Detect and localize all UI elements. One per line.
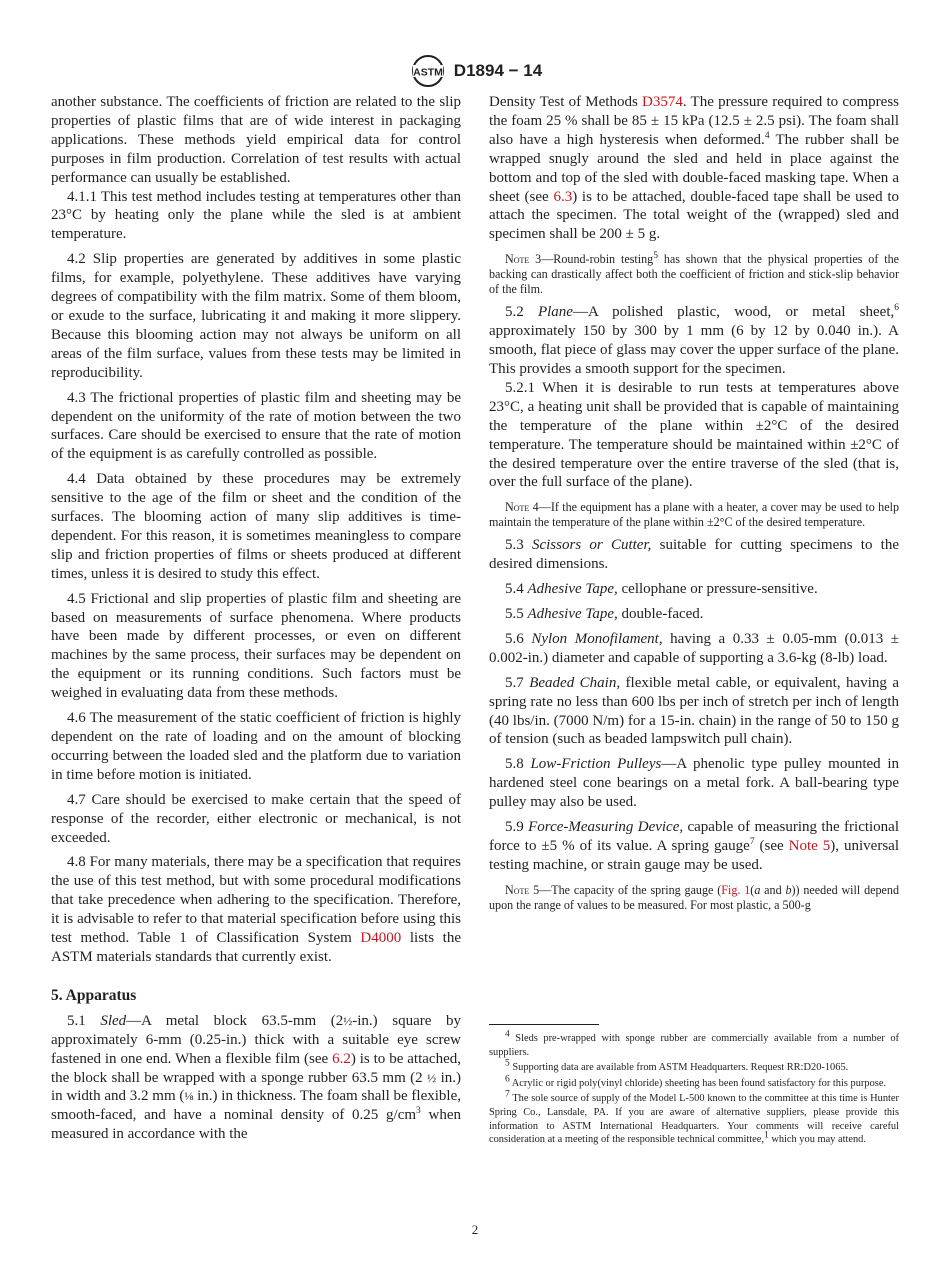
document-designation: D1894 − 14 — [453, 61, 543, 80]
link-d3574[interactable]: D3574 — [642, 94, 683, 110]
logo-text: ASTM — [412, 66, 443, 79]
page-header — [0, 54, 950, 88]
link-6-3[interactable]: 6.3 — [553, 188, 573, 205]
paragraph-4-4: 4.4 Data obtained by these procedures may be extremely sensitive to the age of the film or sheet and the condition of the surfaces. The blooming action of many slip additives is time-dependent. For this reason, it is sometimes meaningless to compare slip and friction properties of films or sheets produced at different times, unless it is desired to study this effect. — [51, 471, 461, 582]
link-fig-1[interactable]: Fig. 1 — [721, 882, 751, 897]
paragraph-4-7: 4.7 Care should be exercised to make certain that the speed of response of the recorder, either electronic or mechanical, is not exceeded. — [51, 791, 461, 846]
footnote-4: $^4$ Sleds pre-wrapped with sponge rubber are commercially available from a number of suppliers. — [489, 1029, 899, 1058]
footnotes — [489, 1029, 899, 1149]
footnote-7: $^7$ The sole source of supply of the Model L-500 known to the committee at this time is Hunter Spring Co., Lansdale, PA. If you are aware of alternative suppliers, please provide this information to ASTM International Headquarters. Your comments will receive careful consideration at a meeting of the responsible technical committee,$^1$ which you may attend. — [489, 1089, 899, 1146]
paragraph-5-1-continued: Density Test of Methods D3574. The pressure required to compress the foam 25 % shall be 85 ± 15 kPa (12.5 ± 2.5 psi). The foam shall also have a high hysteresis when deformed.$^4$ The rubber shall be wrapped snugly around the sled and held in place against the bottom and top of the sled with double-faced masking tape. When a sheet (see 6.3) is to be attached, double-faced tape shall be used to attach the specimen. The total weight of the (wrapped) sled and specimen shall be 200 ± 5 g. — [489, 94, 899, 243]
paragraph-5-2-1: 5.2.1 When it is desirable to run tests at temperatures above 23°C, a heating unit shall be provided that is capable of maintaining the temperature of the plane within ±2°C of the desired temperature. The temperature should be maintained within ±2°C of the desired temperature over the entire traverse of the sled (that is, over the full surface of the plane). — [489, 379, 899, 491]
footnote-5: $^5$ Supporting data are available from ASTM Headquarters. Request RR:D20-1065. — [505, 1058, 849, 1074]
paragraph-5-8: 5.8 Low-Friction Pulleys—A phenolic type pulley mounted in hardened steel cone bearings on a metal fork. A ball-bearing type pulley may also be used. — [489, 756, 900, 811]
paragraph-5-2: 5.2 Plane—A polished plastic, wood, or metal sheet,$^6$ approximately 150 by 300 by 1 mm (6 by 12 by 0.040 in.). A smooth, flat piece of glass may cover the upper surface of the plane. This provides a smooth support for the specimen. — [489, 303, 899, 377]
paragraph-5-4: 5.4 Adhesive Tape, cellophane or pressure-sensitive. — [505, 581, 818, 598]
note-3: Note 3—Round-robin testing$^5$ has shown that the physical properties of the backing can drastically affect both the coefficient of friction and stick-slip behavior of the film. — [489, 251, 899, 297]
right-column — [489, 93, 899, 919]
paragraph-5-3: 5.3 Scissors or Cutter, suitable for cutting specimens to the desired dimensions. — [489, 537, 900, 573]
link-note-5[interactable]: Note 5 — [788, 838, 831, 854]
left-column — [51, 93, 461, 1144]
paragraph-5-9: 5.9 Force-Measuring Device, capable of measuring the frictional force to ±5 % of its value. A spring gauge$^7$ (see Note 5), universal testing machine, or strain gauge may be used. — [489, 819, 900, 873]
note-4: Note 4—If the equipment has a plane with a heater, a cover may be used to help maintain the temperature of the plane within ±2°C of the desired temperature. — [489, 500, 900, 530]
paragraph-5-5: 5.5 Adhesive Tape, double-faced. — [505, 606, 704, 623]
paragraph-4-1-continued: another substance. The coefficients of friction are related to the slip properties of plastic films that are of wide interest in packaging applications. These methods yield empirical data for control purposes in film production. Correlation of test results with actual performance can usually be established. — [51, 94, 461, 186]
paragraph-4-6: 4.6 The measurement of the static coefficient of friction is highly dependent on the rate of loading and on the amount of blocking occurring between the loaded sled and the platform due to variation in time before motion is initiated. — [51, 710, 461, 783]
note-5: Note 5—The capacity of the spring gauge (Fig. 1(a and b)) needed will depend upon the range of values to be measured. For most plastic, a 500-g — [489, 882, 900, 912]
paragraph-5-6: 5.6 Nylon Monofilament, having a 0.33 ± 0.05-mm (0.013 ± 0.002-in.) diameter and capable of supporting a 3.6-kg (8-lb) load. — [489, 630, 899, 666]
paragraph-4-8: 4.8 For many materials, there may be a specification that requires the use of this test method, but with some procedural modifications that take precedence when adhering to the specification. Therefore, it is advisable to refer to that material specification before using this test method. Table 1 of Classification System D4000 lists the ASTM materials standards that currently exist. — [51, 854, 461, 965]
paragraph-4-5: 4.5 Frictional and slip properties of plastic film and sheeting are based on measurements of surface phenomena. Where products have been made by different processes, or even on different machines by the same process, their surfaces may be dependent on the equipment or its running conditions. Such factors must be weighed in evaluating data from these methods. — [51, 590, 461, 702]
link-d4000[interactable]: D4000 — [360, 930, 402, 947]
paragraph-4-1-1: 4.1.1 This test method includes testing at temperatures other than 23°C by heating only the plane while the sled is at ambient temperature. — [51, 188, 461, 243]
paragraph-5-7: 5.7 Beaded Chain, flexible metal cable, or equivalent, having a spring rate no less than 600 lbs per inch of stretch per inch of length (40 lbs/in. (7000 N/m) for a 15-in. chain) in the range of 50 to 150 g of tension (such as beaded lampswitch pull chain). — [489, 674, 899, 748]
page-number: 2 — [471, 1222, 479, 1237]
paragraph-4-2: 4.2 Slip properties are generated by additives in some plastic films, for example, polyethylene. These additives have varying degrees of compatibility with the film matrix. Some of them bloom, or exude to the surface, lubricating it and making it more slippery. Because this blooming action may not always be uniform on all areas of the film surface, values from these tests may be limited in reproducibility. — [51, 251, 461, 381]
footnote-6: $^6$ Acrylic or rigid poly(vinyl chloride) sheeting has been found satisfactory for this purpose. — [505, 1074, 887, 1089]
astm-logo-icon — [408, 54, 448, 88]
link-6-2[interactable]: 6.2 — [332, 1050, 351, 1067]
footnote-divider — [489, 1024, 599, 1025]
section-heading-apparatus: 5. Apparatus — [51, 986, 137, 1004]
paragraph-5-1: 5.1 Sled—A metal block 63.5-mm (2½-in.) square by approximately 6-mm (0.25-in.) thick with a suitable eye screw fastened in one end. When a flexible film (see 6.2) is to be attached, the block shall be wrapped with a sponge rubber 63.5 mm (2 ½ in.) in width and 3.2 mm (⅛ in.) in thickness. The foam shall be flexible, smooth-faced, and have a nominal density of 0.25 $g/cm^3$ when measured in accordance with the — [51, 1012, 461, 1143]
paragraph-4-3: 4.3 The frictional properties of plastic film and sheeting may be dependent on the uniformity of the rate of motion between the two surfaces. Care should be exercised to ensure that the rate of motion of the equipment is as carefully controlled as possible. — [51, 389, 461, 463]
